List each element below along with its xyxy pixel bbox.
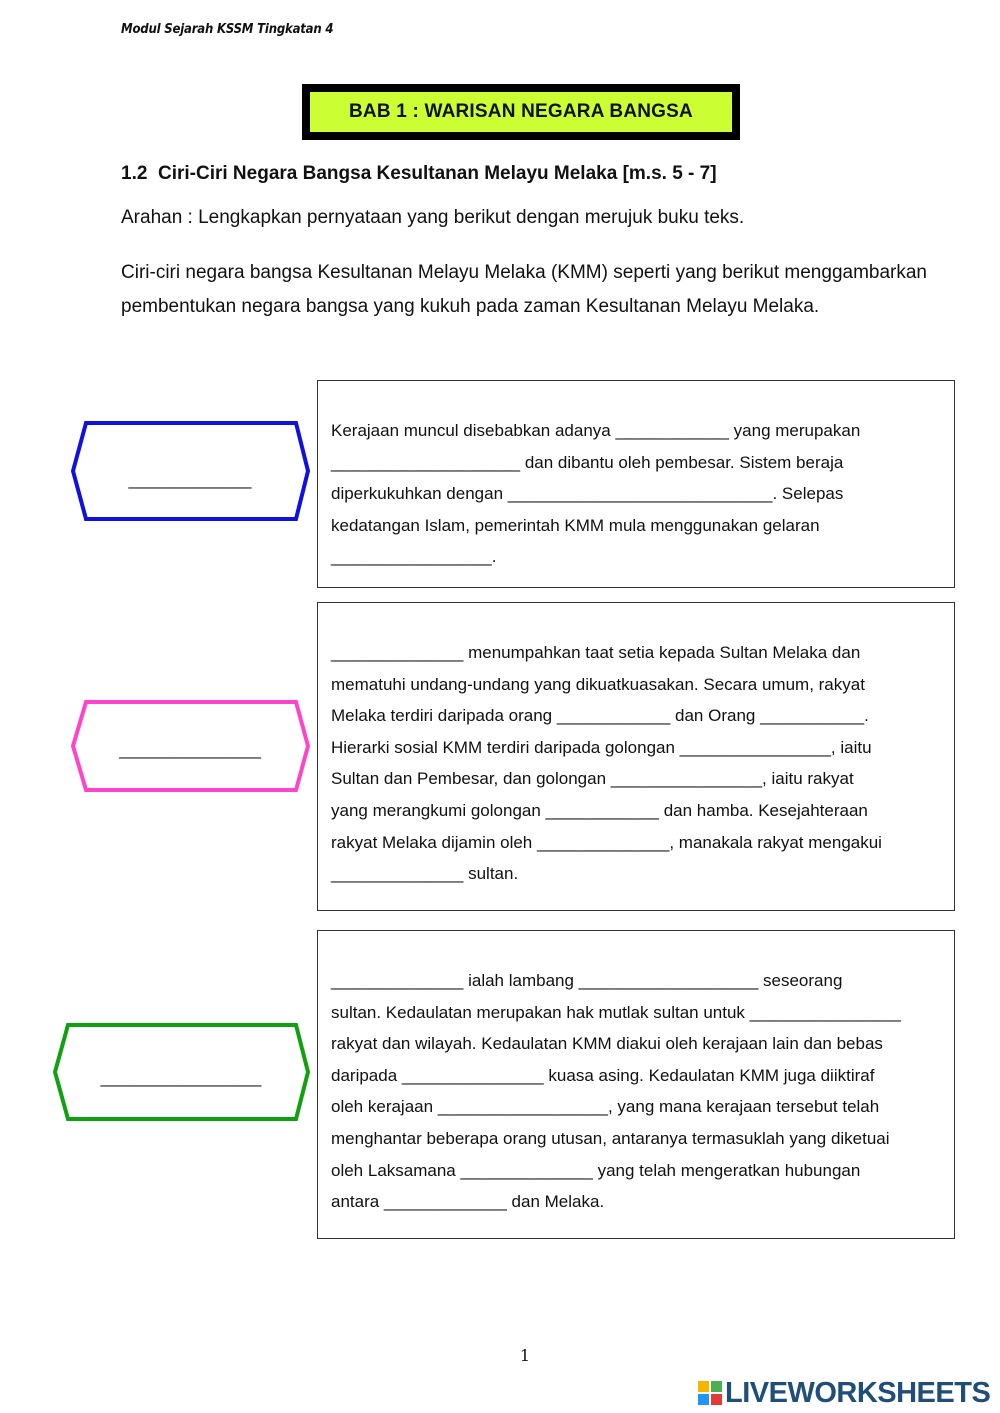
text-line: diperkukuhkan dengan ____________________________. Selepas: [331, 484, 844, 504]
text-line: _________________.: [331, 547, 497, 567]
page-number: 1: [519, 1346, 531, 1365]
text-line: daripada _______________ kuasa asing. Kedaulatan KMM juga diiktiraf: [331, 1065, 875, 1085]
text-line: Kerajaan muncul disebabkan adanya ____________ yang merupakan: [331, 421, 861, 440]
content-box-2: [317, 602, 955, 911]
text-line: oleh Laksamana ______________ yang telah mengeratkan hubungan: [331, 1160, 861, 1180]
liveworksheets-brand[interactable]: [697, 1377, 990, 1409]
instruction: Arahan : Lengkapkan pernyataan yang berikut dengan merujuk buku teks.: [121, 207, 745, 228]
label-blank-3[interactable]: _________________: [100, 1068, 262, 1087]
text-line: rakyat dan wilayah. Kedaulatan KMM diakui oleh kerajaan lain dan bebas: [331, 1034, 883, 1054]
text-line: ______________ sultan.: [331, 864, 519, 884]
header-note: Modul Sejarah KSSM Tingkatan 4: [121, 22, 334, 37]
text-line: rakyat Melaka dijamin oleh ______________, manakala rakyat mengakui: [331, 832, 882, 852]
text-line: kedatangan Islam, pemerintah KMM mula menggunakan gelaran: [331, 515, 820, 535]
liveworksheets-logo-icon: [697, 1380, 723, 1406]
brand-text: LIVEWORKSHEETS: [725, 1376, 991, 1409]
text-line: menghantar beberapa orang utusan, antaranya termasuklah yang diketuai: [331, 1128, 890, 1148]
text-line: yang merangkumi golongan ____________ dan hamba. Kesejahteraan: [331, 800, 868, 820]
chapter-title-frame: [302, 84, 740, 140]
text-line: Hierarki sosial KMM terdiri daripada golongan ________________, iaitu: [331, 737, 872, 757]
intro-paragraph: Ciri-ciri negara bangsa Kesultanan Melayu Melaka (KMM) seperti yang berikut menggambarkan pembentukan negara bangsa yang kukuh pada zaman Kesultanan Melayu Melaka.: [121, 262, 927, 317]
text-line: oleh kerajaan __________________, yang mana kerajaan tersebut telah: [331, 1097, 880, 1117]
label-blank-1[interactable]: _____________: [128, 470, 252, 489]
text-line: sultan. Kedaulatan merupakan hak mutlak sultan untuk ________________: [331, 1002, 901, 1022]
text-line: Melaka terdiri daripada orang ____________ dan Orang ___________.: [331, 706, 869, 726]
text-line: Sultan dan Pembesar, dan golongan ________________, iaitu rakyat: [331, 769, 854, 789]
section-heading: 1.2 Ciri-Ciri Negara Bangsa Kesultanan Melayu Melaka [m.s. 5 - 7]: [121, 163, 717, 184]
content-box-1: [317, 380, 955, 588]
text-line: ______________ menumpahkan taat setia kepada Sultan Melaka dan: [331, 643, 861, 662]
content-box-3: [317, 930, 955, 1239]
chapter-title: BAB 1 : WARISAN NEGARA BANGSA: [308, 90, 734, 134]
label-blank-2[interactable]: _______________: [119, 740, 261, 759]
text-line: mematuhi undang-undang yang dikuatkuasakan. Secara umum, rakyat: [331, 674, 865, 694]
text-line: ____________________ dan dibantu oleh pembesar. Sistem beraja: [331, 452, 844, 472]
text-line: ______________ ialah lambang ___________________ seseorang: [331, 971, 843, 990]
text-line: antara _____________ dan Melaka.: [331, 1192, 605, 1212]
